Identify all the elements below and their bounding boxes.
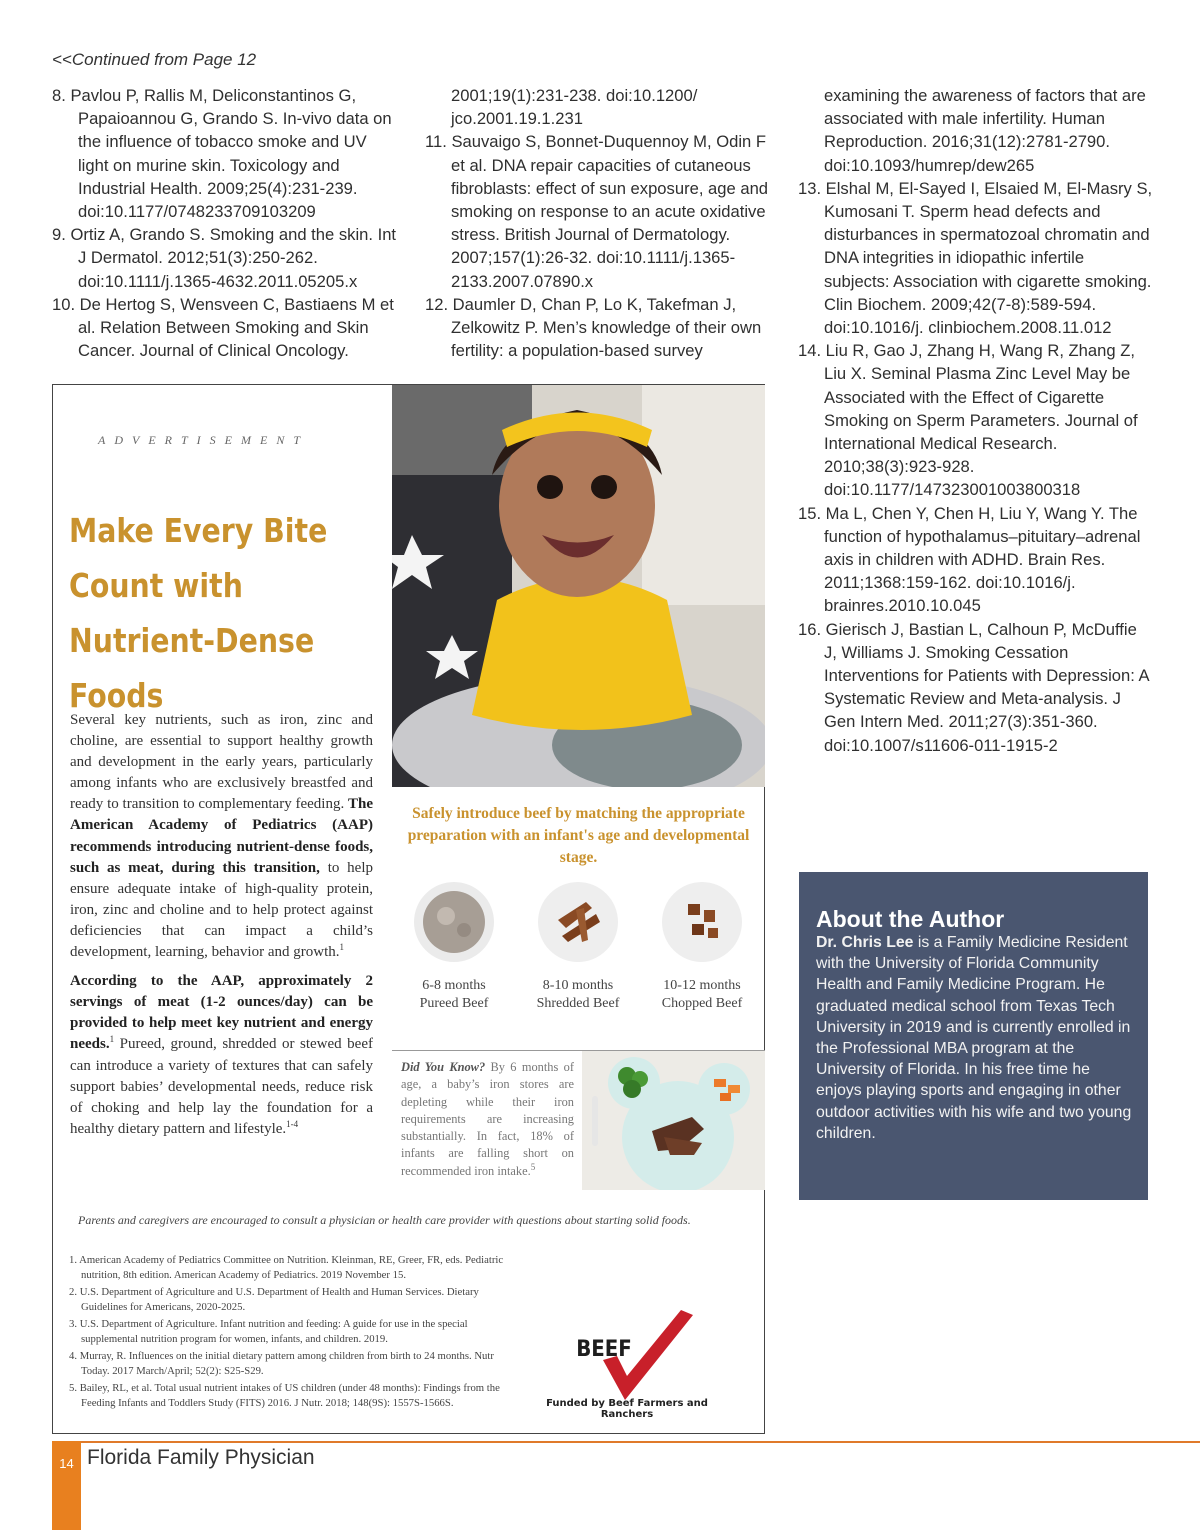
footer-accent-bar	[52, 1441, 81, 1530]
references-column-3	[798, 84, 1153, 757]
did-you-know-text: Did You Know? By 6 months of age, a baby’s iron stores are depleting while their iron requirements are increasing substantially. In fact, 18% of infants are falling short on recommended iron intake.$^5$	[401, 1060, 574, 1178]
stage-pureed	[392, 880, 516, 1013]
ad-bold-text: The American Academy of Pediatrics (AAP) recommends introducing nutrient-dense foods, such as meat, during this transition,	[70, 796, 373, 876]
stage-chopped	[640, 880, 764, 1013]
references-column-2	[425, 84, 780, 362]
footnote-mark: 5	[530, 1161, 536, 1172]
page-number: 14	[59, 1456, 74, 1471]
reference-item: 16. Gierisch J, Bastian L, Calhoun P, McDuffie J, Williams J. Smoking Cessation Interventions for Patients with Depression: A Systematic Review and Meta-analysis. J Gen Intern Med. 2011;27(3):351-360. doi:10.1007/s11606-011-1915-2	[798, 619, 1149, 755]
beef-advertisement	[52, 384, 765, 1434]
ad-tagline: Safely introduce beef by matching the appropriate preparation with an infant's age and developmental stage.	[407, 805, 750, 866]
ad-body	[70, 710, 373, 1148]
references-column-1	[52, 84, 397, 362]
chopped-beef-bowl-icon	[660, 880, 744, 964]
advertisement-label: ADVERTISEMENT	[98, 433, 309, 447]
did-you-know-label: Did You Know?	[401, 1060, 486, 1074]
footer-rule	[52, 1441, 1200, 1443]
shredded-beef-bowl-icon	[536, 880, 620, 964]
author-box-title: About the Author	[816, 906, 1005, 932]
reference-item: 13. Elshal M, El-Sayed I, Elsaied M, El-Masry S, Kumosani T. Sperm head defects and disturbances in spermatozoal chromatin and DNA integrities in idiopathic infertile subjects: Association with cigarette smoking. Clin Biochem. 2009;42(7-8):589-594. doi:10.1016/j. clinbiochem.2008.11.012	[798, 178, 1153, 338]
stage-shredded	[516, 880, 640, 1013]
ad-text: to help ensure adequate intake of high-quality protein, iron, zinc and choline and to help protect against deficiencies that can impact a child’s development, learning, behavior and growth.	[70, 859, 373, 961]
ad-headline-line: Nutrient-Dense Foods	[69, 621, 315, 715]
ad-disclaimer: Parents and caregivers are encouraged to consult a physician or health care provider with questions about starting solid foods.	[78, 1213, 691, 1227]
publication-name: Florida Family Physician	[87, 1446, 315, 1469]
reference-item: 9. Ortiz A, Grando S. Smoking and the skin. Int J Dermatol. 2012;51(3):250-262. doi:10.1111/j.1365-4632.2011.05205.x	[52, 225, 397, 291]
reference-item: 15. Ma L, Chen Y, Chen H, Liu Y, Wang Y. The function of hypothalamus–pituitary–adrenal axis in children with ADHD. Brain Res. 2011;1368:159-162. doi:10.1016/j. brainres.2010.10.045	[798, 503, 1141, 616]
about-the-author-box	[799, 872, 1148, 1200]
author-bio: Dr. Chris Lee is a Family Medicine Resident with the University of Florida Community Health and Family Medicine Program. He graduated medical school from Texas Tech University in 2019 and is currently enrolled in the Professional MBA program at the University of Florida. In his free time he enjoys playing sports and engaging in other outdoor activities with his wife and two young children.	[816, 934, 1132, 1142]
footnote-mark: 1-4	[286, 1118, 299, 1129]
baby-photo	[392, 385, 765, 787]
ad-headline-line: Make Every Bite	[69, 511, 328, 550]
footnote-mark: 1	[339, 942, 345, 953]
reference-item: 8. Pavlou P, Rallis M, Deliconstantinos G, Papaioannou G, Grando S. In-vivo data on the influence of tobacco smoke and UV light on murine skin. Toxicology and Industrial Health. 2009;25(4):231-239. doi:10.1177/0748233709103209	[52, 86, 392, 222]
did-you-know-box	[392, 1050, 765, 1191]
ad-paragraph	[70, 971, 373, 1140]
plate-photo	[582, 1051, 765, 1190]
stage-label: 8-10 months Shredded Beef	[536, 978, 620, 1011]
ad-paragraph	[70, 710, 373, 963]
ad-references	[69, 1253, 519, 1413]
ad-reference-item: 2. U.S. Department of Agriculture and U.S. Department of Health and Human Services. Dietary Guidelines for Americans, 2020-2025.	[69, 1286, 479, 1313]
ad-reference-item: 3. U.S. Department of Agriculture. Infant nutrition and feeding: A guide for use in the special supplemental nutrition program for women, infants, and children. 2019.	[69, 1318, 468, 1345]
reference-item: 12. Daumler D, Chan P, Lo K, Takefman J, Zelkowitz P. Men’s knowledge of their own fertility: a population-based survey	[425, 294, 762, 361]
beef-logo-text: BEEF	[576, 1336, 632, 1362]
ad-text: Pureed, ground, shredded or stewed beef can introduce a variety of textures that can safely support babies’ developmental needs, reduce risk of choking and help lay the foundation for a healthy dietary pattern and lifestyle.	[70, 1036, 373, 1137]
stage-label: 6-8 months Pureed Beef	[419, 978, 489, 1011]
funded-by-text: Funded by Beef Farmers and Ranchers	[546, 1398, 708, 1420]
continued-note: <<Continued from Page 12	[52, 50, 257, 69]
ad-headline-line: Count with	[69, 566, 243, 605]
reference-item: 2001;19(1):231-238. doi:10.1200/ jco.2001.19.1.231	[451, 86, 698, 129]
footnote-mark: 1	[109, 1034, 115, 1045]
ad-bold-text: According to the AAP, approximately 2 servings of meat (1-2 ounces/day) can be provided to help meet key nutrient and energy needs.	[70, 973, 373, 1053]
ad-reference-item: 4. Murray, R. Influences on the initial dietary pattern among children from birth to 24 months. Nutr Today. 2017 March/April; 52(2): S25-S29.	[69, 1350, 494, 1377]
reference-item: 10. De Hertog S, Wensveen C, Bastiaens M et al. Relation Between Smoking and Skin Cancer. Journal of Clinical Oncology.	[52, 294, 394, 361]
pureed-beef-bowl-icon	[412, 880, 496, 964]
reference-item: 14. Liu R, Gao J, Zhang H, Wang R, Zhang Z, Liu X. Seminal Plasma Zinc Level May be Associated with the Effect of Cigarette Smoking on Sperm Parameters. Journal of International Medical Research. 2010;38(3):923-928. doi:10.1177/147323001003800318	[798, 341, 1138, 500]
ad-text: Several key nutrients, such as iron, zinc and choline, are essential to support healthy growth and development in the early years, particularly among infants who are exclusively breastfed and ready to transition to complementary feeding.	[70, 712, 373, 813]
ad-headline	[69, 503, 344, 723]
reference-item: 11. Sauvaigo S, Bonnet-Duquennoy M, Odin F et al. DNA repair capacities of cutaneous fibroblasts: effect of sun exposure, age and smoking on response to an acute oxidative stress. British Journal of Dermatology. 2007;157(1):26-32. doi:10.1111/j.1365-2133.2007.07890.x	[425, 132, 769, 291]
ad-reference-item: 5. Bailey, RL, et al. Total usual nutrient intakes of US children (under 48 months): Findings from the Feeding Infants and Toddlers Study (FITS) 2016. J Nutr. 2018; 148(9S): 1557S-1566S.	[69, 1382, 500, 1409]
reference-item: examining the awareness of factors that are associated with male infertility. Human Reproduction. 2016;31(12):2781-2790. doi:10.1093/humrep/dew265	[824, 86, 1146, 175]
stage-label: 10-12 months Chopped Beef	[661, 978, 743, 1011]
ad-reference-item: 1. American Academy of Pediatrics Committee on Nutrition. Kleinman, RE, Greer, FR, eds. Pediatric nutrition, 8th edition. American Academy of Pediatrics. 2019 November 15.	[69, 1254, 504, 1281]
author-name: Dr. Chris Lee	[816, 934, 914, 951]
